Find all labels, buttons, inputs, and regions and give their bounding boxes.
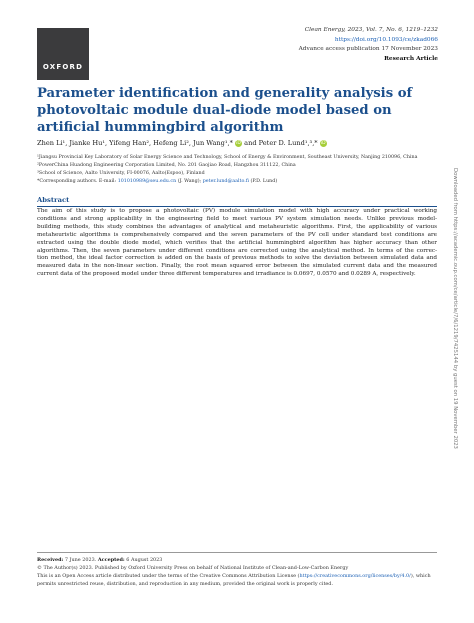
journal-citation: Clean Energy, 2023, Vol. 7, No. 6, 1219–1232 (304, 27, 438, 33)
article-type: Research Article (384, 55, 438, 62)
journal-info (299, 26, 438, 64)
affiliation-1: ¹Jiangsu Provincial Key Laboratory of Solar Energy Science and Technology, School of Energy & Environment, Southeast University, Nanjing 210096, China (37, 155, 418, 160)
orcid-icon[interactable]: iD (320, 140, 326, 146)
affiliation-2: ²PowerChina Huadong Engineering Corporation Limited, No. 201 Gaojiao Road, Hangzhou 311122, China (37, 163, 296, 168)
orcid-icon[interactable]: iD (236, 140, 241, 146)
abstract-line: extracted using the double diode model, which verifies that the artificial hummingbird algorithm has higher accuracy than other (37, 239, 437, 246)
corr-mid: (J. Wang); (177, 179, 202, 184)
title-line-1: Parameter identification and generality analysis of (37, 86, 413, 101)
author-list (37, 139, 327, 147)
title-line-2: photovoltaic module dual-diode model based on (37, 103, 392, 118)
footer-divider (37, 552, 437, 553)
copyright-line: © The Author(s) 2023. Published by Oxford University Press on behalf of National Institute of Clean-and-Low-Carbon Energy (37, 564, 349, 571)
authors-part-2: and Peter D. Lund¹,³,* (244, 139, 318, 147)
abstract-body (37, 208, 437, 279)
abstract-line: algorithms. Then, the seven parameters under different conditions are corrected using the analytical method. In terms of the correc- (37, 247, 437, 254)
affiliations (37, 154, 417, 186)
title-line-3: artificial hummingbird algorithm (37, 120, 284, 135)
download-notice: Downloaded from https://academic.oup.com/ce/article/7/6/1219/7425144 by guest on 19 November 2023 (452, 168, 458, 449)
abstract-line: metaheuristic algorithms is comprehensively compared and the seven parameters of the PV cell under standard test conditions are (37, 231, 437, 238)
abstract-line: measured data in the non-linear section. Finally, the root mean squared error between the simulated current data and the measured (37, 263, 437, 270)
advance-access: Advance access publication 17 November 2023 (298, 46, 438, 53)
abstract-line: The aim of this study is to propose a photovoltaic (PV) module simulation model with high accuracy under practical working (37, 208, 437, 214)
license-line-2: permits unrestricted reuse, distribution, and reproduction in any medium, provided the original work is properly cited. (37, 581, 333, 588)
abstract-line: tion method, the ideal factor correction is added on the basis of previous methods to solve the deviation between simulated data and (37, 255, 437, 262)
affiliation-3: ³School of Science, Aalto University, FI-00076, Aalto(Espoo), Finland (37, 171, 205, 176)
abstract-heading: Abstract (37, 196, 70, 204)
license-link[interactable]: https://creativecommons.org/licenses/by/4.0/ (299, 573, 411, 579)
logo-text: OXFORD (42, 63, 84, 71)
received-label: Received: (37, 556, 64, 563)
license-prefix: This is an Open Access article distributed under the terms of the Creative Commons Attribution License ( (37, 573, 300, 579)
email-link-wang[interactable]: 101010989@seu.edu.cn (117, 179, 177, 184)
license-line (37, 572, 437, 580)
oxford-logo[interactable] (37, 28, 89, 80)
corresponding-authors (37, 178, 417, 186)
abstract-section (37, 196, 437, 296)
article-title (37, 85, 422, 136)
received-date: 7 June 2023. (64, 556, 97, 563)
corr-suffix: (P.D. Lund) (250, 179, 278, 184)
article-footer (37, 552, 437, 588)
abstract-divider (37, 206, 437, 207)
license-suffix: ), which (410, 573, 431, 579)
accepted-label: Accepted: (97, 556, 125, 563)
doi-link[interactable]: https://doi.org/10.1093/ce/zkad066 (334, 36, 438, 43)
abstract-line: current data of the proposed model under three different temperatures and irradiance is 0.0697, 0.0570 and 0.0289 A, respectively. (37, 271, 416, 278)
abstract-line: conditions and strong applicability in the engineering field to meet various PV system simulation needs. Unlike previous model- (37, 215, 437, 222)
authors-part-1: Zhen Li¹, Jianke Hu¹, Yifeng Han², Hefeng Li², Jun Wang¹,* (37, 139, 233, 147)
dates-line (37, 556, 437, 564)
abstract-line: building methods, this study combines the advantages of analytical and metaheuristic algorithms. First, the applicability of various (37, 223, 437, 230)
accepted-date: 6 August 2023 (126, 556, 163, 563)
download-watermark (452, 168, 466, 528)
email-link-lund[interactable]: peter.lund@aalto.fi (202, 179, 249, 184)
corr-prefix: *Corresponding authors. E-mail: (37, 179, 117, 184)
